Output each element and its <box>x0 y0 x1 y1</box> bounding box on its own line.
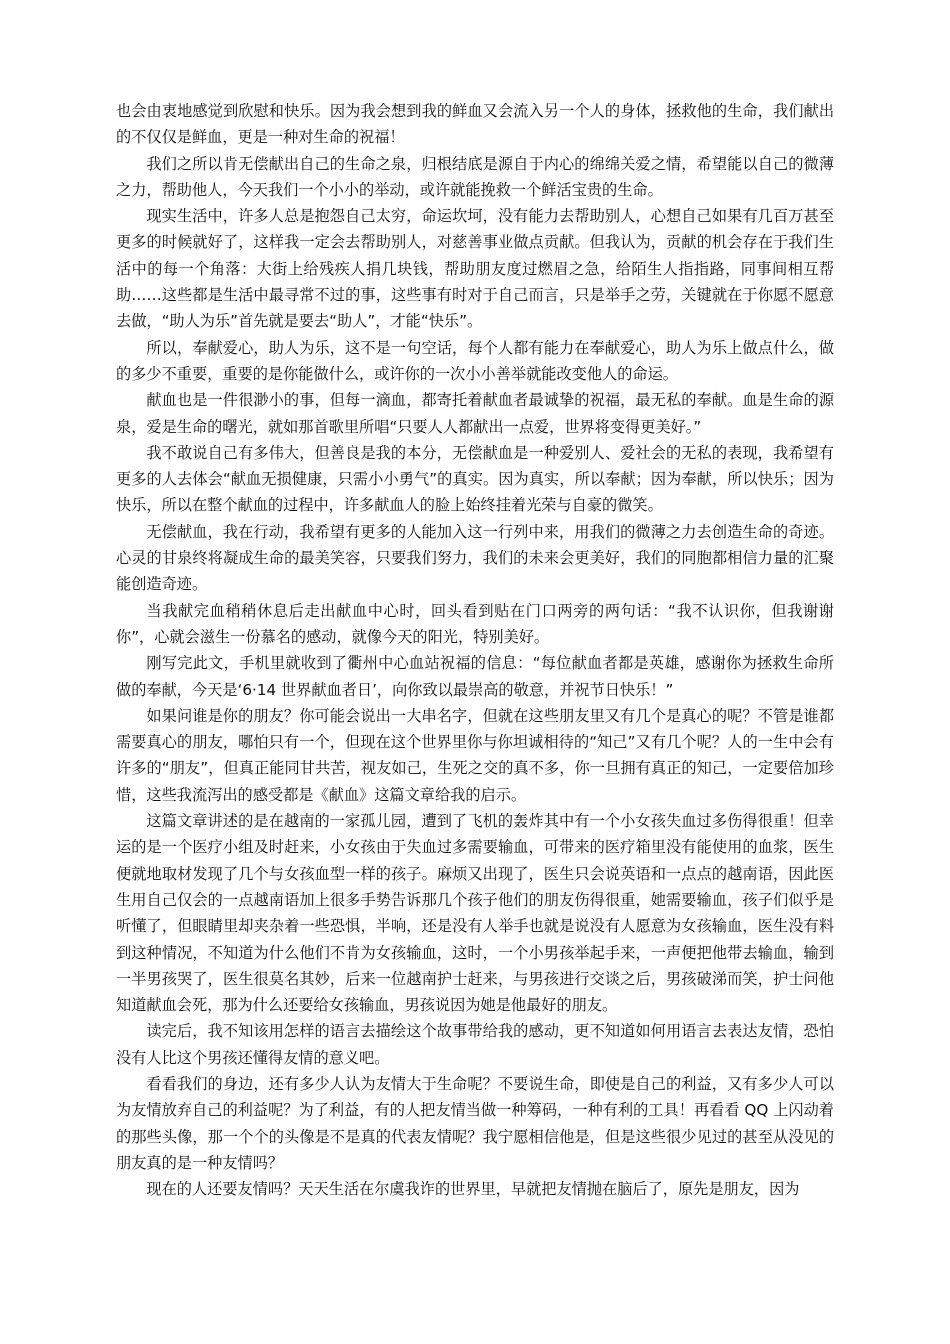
paragraph: 这篇文章讲述的是在越南的一家孤儿园，遭到了飞机的轰炸其中有一个小女孩失血过多伤得很重！但幸运的是一个医疗小组及时赶来，小女孩由于失血过多需要输血，可带来的医疗箱里没有能使用的血浆，医生便就地取材发现了几个与女孩血型一样的孩子。麻烦又出现了，医生只会说英语和一点点的越南语，因此医生用自己仅会的一点越南语加上很多手势告诉那几个孩子他们的朋友伤得很重，她需要输血，孩子们似乎是听懂了，但眼睛里却夹杂着一些恐惧，半响，还是没有人举手也就是说没有人愿意为女孩输血，医生没有料到这种情况，不知道为什么他们不肯为女孩输血，这时，一个小男孩举起手来，一声便把他带去输血，输到一半男孩哭了，医生很莫名其妙，后来一位越南护士赶来，与男孩进行交谈之后，男孩破涕而笑，护士问他知道献血会死，那为什么还要给女孩输血，男孩说因为她是他最好的朋友。 <box>116 812 834 1015</box>
paragraph: 刚写完此文，手机里就收到了衢州中心血站祝福的信息：“每位献血者都是英雄，感谢你为拯救生命所做的奉献，今天是‘6·14 世界献血者日’，向你致以最崇高的敬意，并祝节日快乐！” <box>116 654 834 699</box>
paragraph: 现在的人还要友情吗？天天生活在尔虞我诈的世界里，早就把友情抛在脑后了，原先是朋友，因为 <box>146 1180 800 1199</box>
paragraph: 现实生活中，许多人总是抱怨自己太穷，命运坎坷，没有能力去帮助别人，心想自己如果有几百万甚至更多的时候就好了，这样我一定会去帮助别人，对慈善事业做点贡献。但我认为，贡献的机会存在于我们生活中的每一个角落：大街上给残疾人捐几块钱，帮助朋友度过燃眉之急，给陌生人指指路，同事间相互帮助……这些都是生活中最寻常不过的事，这些事有时对于自己而言，只是举手之劳，关键就在于你愿不愿意去做，“助人为乐”首先就是要去“助人”，才能“快乐”。 <box>116 207 834 331</box>
paragraph: 如果问谁是你的朋友？你可能会说出一大串名字，但就在这些朋友里又有几个是真心的呢？不管是谁都需要真心的朋友，哪怕只有一个，但现在这个世界里你与你坦诚相待的“知己”又有几个呢？人的一生中会有许多的“朋友”，但真正能同甘共苦，视友如己，生死之交的真不多，你一旦拥有真正的知己，一定要倍加珍惜，这些我流泻出的感受都是《献血》这篇文章给我的启示。 <box>116 706 834 804</box>
paragraph: 读完后，我不知该用怎样的语言去描绘这个故事带给我的感动，更不知道如何用语言去表达友情，恐怕没有人比这个男孩还懂得友情的意义吧。 <box>116 1022 834 1067</box>
paragraph: 所以，奉献爱心，助人为乐，这不是一句空话，每个人都有能力在奉献爱心，助人为乐上做点什么，做的多少不重要，重要的是你能做什么，或许你的一次小小善举就能改变他人的命运。 <box>116 338 834 383</box>
paragraph: 当我献完血稍稍休息后走出献血中心时，回头看到贴在门口两旁的两句话：“我不认识你，但我谢谢你”，心就会滋生一份慕名的感动，就像今天的阳光，特别美好。 <box>116 601 834 646</box>
paragraph: 我不敢说自己有多伟大，但善良是我的本分，无偿献血是一种爱别人、爱社会的无私的表现，我希望有更多的人去体会“献血无损健康，只需小小勇气”的真实。因为真实，所以奉献；因为奉献，所以快乐；因为快乐，所以在整个献血的过程中，许多献血人的脸上始终挂着光荣与自豪的微笑。 <box>116 443 834 515</box>
paragraph: 也会由衷地感觉到欣慰和快乐。因为我会想到我的鲜血又会流入另一个人的身体，拯救他的生命，我们献出的不仅仅是鲜血，更是一种对生命的祝福！ <box>116 102 834 147</box>
paragraph: 献血也是一件很渺小的事，但每一滴血，都寄托着献血者最诚挚的祝福，最无私的奉献。血是生命的源泉，爱是生命的曙光，就如那首歌里所唱“只要人人都献出一点爱，世界将变得更美好。” <box>116 391 834 436</box>
document-body <box>116 98 834 1202</box>
paragraph: 看看我们的身边，还有多少人认为友情大于生命呢？不要说生命，即使是自己的利益，又有多少人可以为友情放弃自己的利益呢？为了利益，有的人把友情当做一种筹码，一种有利的工具！再看看 QQ 上闪动着的那些头像，那一个个的头像是不是真的代表友情呢？我宁愿相信他是，但是这些很少见过的甚至从没见的朋友真的是一种友情吗？ <box>116 1074 834 1172</box>
paragraph: 我们之所以肯无偿献出自己的生命之泉，归根结底是源自于内心的绵绵关爱之情，希望能以自己的微薄之力，帮助他人，今天我们一个小小的举动，或许就能挽救一个鲜活宝贵的生命。 <box>116 154 834 199</box>
paragraph: 无偿献血，我在行动，我希望有更多的人能加入这一行列中来，用我们的微薄之力去创造生命的奇迹。心灵的甘泉终将凝成生命的最美笑容，只要我们努力，我们的未来会更美好，我们的同胞都相信力量的汇聚能创造奇迹。 <box>116 522 834 594</box>
